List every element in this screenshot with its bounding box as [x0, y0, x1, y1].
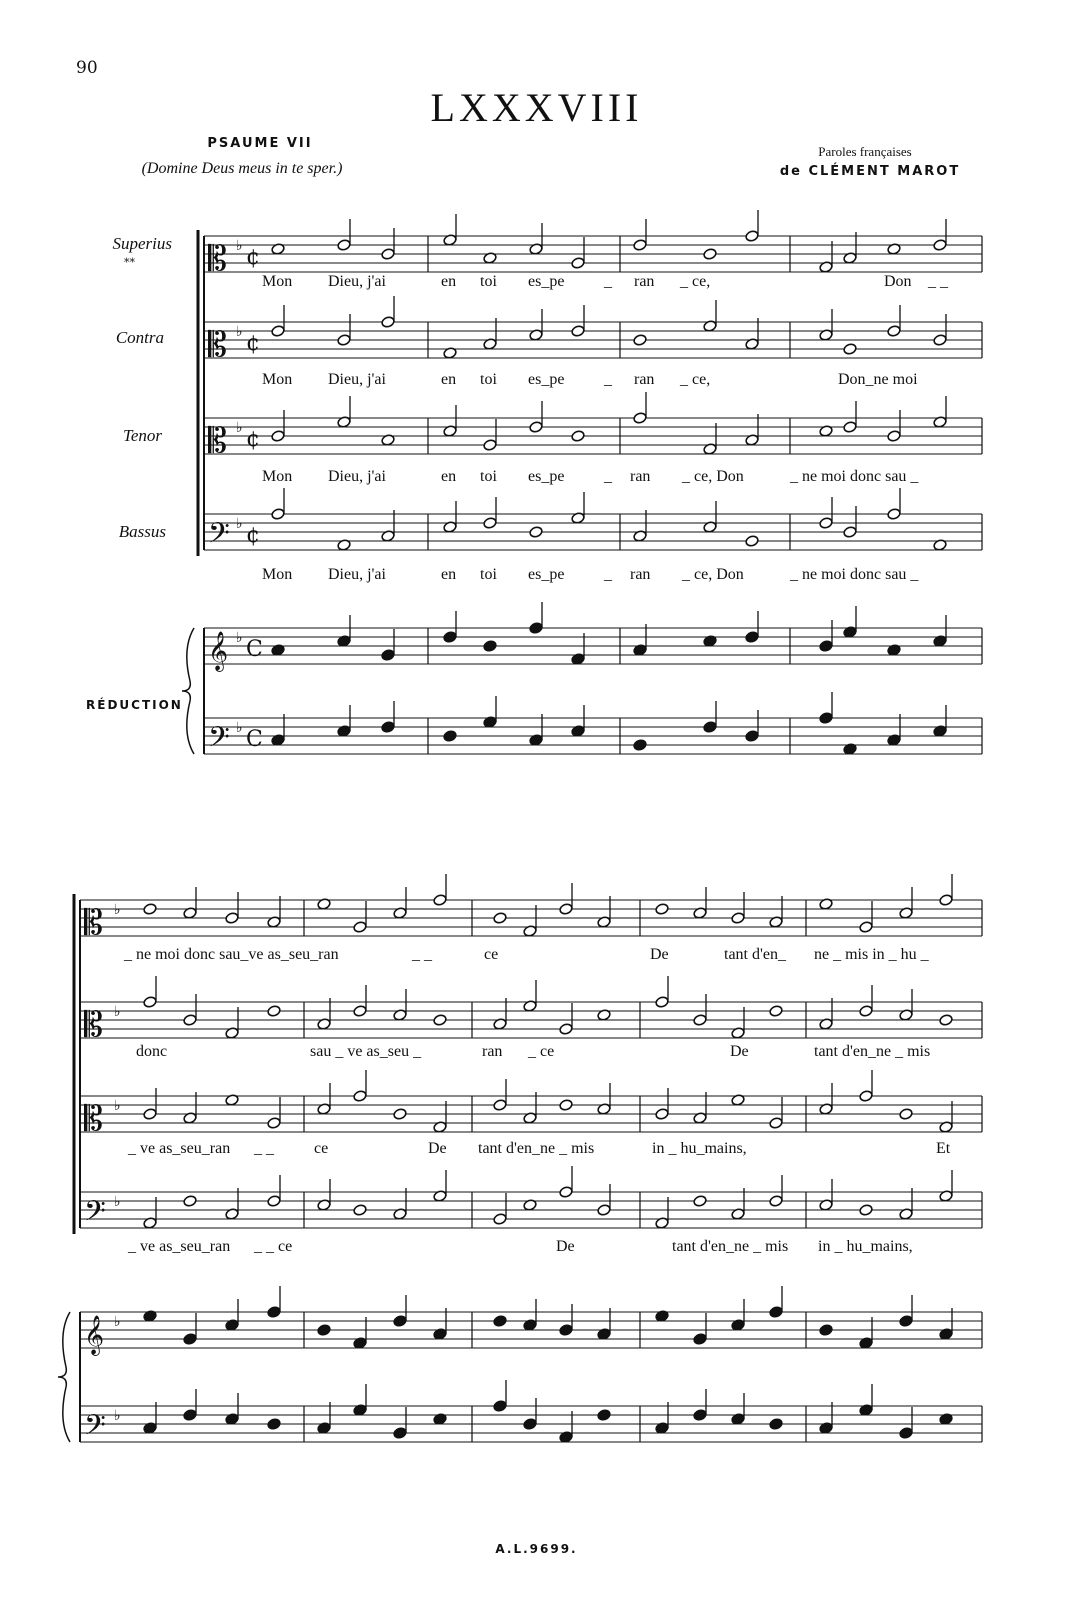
lyric-syllable: ran [630, 566, 651, 583]
note-head [633, 739, 647, 752]
note-head [183, 1333, 197, 1346]
brace [58, 1312, 70, 1442]
note-head [819, 517, 833, 530]
lyric-syllable: Dieu, j'ai [328, 371, 386, 388]
note-head [933, 334, 947, 347]
lyric-syllable: Et [936, 1140, 951, 1157]
note-head [267, 1117, 281, 1130]
note-head [769, 1005, 783, 1018]
lyric-syllable: ran [482, 1043, 503, 1060]
note-head [859, 921, 873, 934]
clef-glyph: 𝄢 [84, 1195, 106, 1235]
note-head [225, 912, 239, 925]
note-head [443, 730, 457, 743]
note-head [483, 640, 497, 653]
lyric-syllable: Don [884, 273, 912, 290]
time-signature: ¢ [246, 427, 260, 452]
lyric-syllable: Don_ne moi [838, 371, 918, 388]
clef-glyph: 𝄞 [84, 1315, 105, 1355]
lyric-syllable: es_pe [528, 371, 565, 388]
note-head [571, 325, 585, 338]
clef-glyph: 𝄡 [84, 1005, 103, 1045]
note-head [559, 1023, 573, 1036]
lyric-syllable: _ ce [528, 1043, 555, 1060]
note-head [819, 712, 833, 725]
lyric-syllable: in _ hu_mains, [652, 1140, 747, 1157]
lyric-syllable: De [650, 946, 669, 963]
note-head [843, 421, 857, 434]
note-head [731, 912, 745, 925]
lyric-syllable: De [428, 1140, 447, 1157]
note-head [655, 1108, 669, 1121]
lyric-syllable: _ [604, 273, 612, 290]
lyric-syllable: De [556, 1238, 575, 1255]
note-head [939, 894, 953, 907]
note-head [317, 1324, 331, 1337]
clefs [84, 238, 263, 1449]
voice-label-bassus: Bassus [118, 522, 166, 541]
note-head [703, 721, 717, 734]
note-head [353, 1204, 367, 1217]
key-signature: ♭ [114, 1314, 121, 1330]
lyric-syllable: ne _ mis in _ hu _ [814, 946, 929, 963]
lyric-syllable: tant d'en_ [724, 946, 786, 963]
lyric-syllable: Mon [262, 371, 293, 388]
key-signature: ♭ [236, 420, 243, 436]
voice-label-tenor: Tenor [122, 426, 162, 445]
reduction-label: RÉDUCTION [86, 698, 183, 712]
note-head [693, 1409, 707, 1422]
note-head [381, 721, 395, 734]
clef-glyph: 𝄢 [208, 721, 230, 761]
note-head [655, 903, 669, 916]
lyric-syllable: _ ce, Don [682, 566, 744, 583]
note-head [183, 1409, 197, 1422]
lyric-syllable: sau _ ve as_seu _ [310, 1043, 422, 1060]
note-head [393, 1315, 407, 1328]
note-head [143, 1108, 157, 1121]
note-head [859, 1005, 873, 1018]
note-head [271, 430, 285, 443]
lyric-syllable: en [441, 566, 457, 583]
clef-glyph: 𝄢 [84, 1409, 106, 1449]
lyric-syllable: es_pe [528, 566, 565, 583]
lyric-syllable: in _ hu_mains, [818, 1238, 913, 1255]
time-signature: ¢ [246, 331, 260, 356]
lyric-syllable: donc [136, 1043, 168, 1060]
note-head [887, 430, 901, 443]
note-head [597, 1409, 611, 1422]
page-number: 90 [76, 58, 98, 78]
note-head [899, 1427, 913, 1440]
psalm-heading: PSAUME VII [207, 136, 313, 151]
note-head [745, 535, 759, 548]
note-head [655, 996, 669, 1009]
note-head [433, 894, 447, 907]
lyric-syllable: Dieu, j'ai [328, 566, 386, 583]
note-head [899, 1315, 913, 1328]
lyric-syllable: Mon [262, 566, 293, 583]
key-signature: ♭ [114, 1408, 121, 1424]
lyric-syllable: es_pe [528, 468, 565, 485]
clef-glyph: 𝄢 [208, 517, 230, 557]
note-head [843, 343, 857, 356]
lyric-syllable: _ [604, 371, 612, 388]
lyric-syllable: en [441, 468, 457, 485]
lyric-syllable: _ _ [412, 946, 432, 963]
lyric-syllable: _ ce, Don [682, 468, 744, 485]
lyric-syllable: De [730, 1043, 749, 1060]
note-head [493, 1213, 507, 1226]
clef-glyph: 𝄡 [208, 239, 227, 279]
note-head [143, 996, 157, 1009]
lyric-syllable: Dieu, j'ai [328, 468, 386, 485]
staff-lines [80, 236, 982, 1442]
note-head [493, 1315, 507, 1328]
note-head [353, 921, 367, 934]
lyric-syllable: tant d'en_ne _ mis [672, 1238, 789, 1255]
lyric-syllable: _ ne moi donc sau _ [790, 468, 919, 485]
credit-author: de CLÉMENT MAROT [779, 164, 961, 179]
note-head [843, 526, 857, 539]
key-signature: ♭ [114, 1098, 121, 1114]
lyric-syllable: tant d'en_ne _ mis [478, 1140, 595, 1157]
clef-glyph: 𝄡 [84, 1099, 103, 1139]
note-head [443, 631, 457, 644]
note-head [183, 1014, 197, 1027]
note-head [571, 257, 585, 270]
lyric-syllable: ce [314, 1140, 329, 1157]
note-head [433, 1014, 447, 1027]
clef-glyph: 𝄡 [208, 421, 227, 461]
note-head [887, 325, 901, 338]
time-signature: C [246, 637, 263, 662]
note-head [597, 1204, 611, 1217]
lyric-syllable: _ _ ce [254, 1238, 293, 1255]
lyric-syllable: _ [604, 468, 612, 485]
note-head [529, 421, 543, 434]
note-head [271, 325, 285, 338]
note-head [887, 508, 901, 521]
brace [182, 628, 194, 754]
clef-glyph: 𝄡 [84, 903, 103, 943]
lyric-syllable: _ _ [254, 1140, 274, 1157]
voice-label-contra: Contra [115, 328, 164, 347]
note-head [939, 1014, 953, 1027]
note-head [559, 1324, 573, 1337]
time-signature: C [246, 727, 263, 752]
lyric-syllable: _ ve as_seu_ran [128, 1140, 231, 1157]
voice-footnote-mark: ** [124, 256, 135, 269]
note-head [393, 1427, 407, 1440]
plate-number: A.L.9699. [495, 1542, 578, 1556]
lyric-syllable: _ ve as_seu_ran [128, 1238, 231, 1255]
note-head [353, 1005, 367, 1018]
key-signature: ♭ [236, 516, 243, 532]
note-head [337, 239, 351, 252]
lyric-syllable: Mon [262, 468, 293, 485]
latin-incipit: (Domine Deus meus in te sper.) [141, 160, 343, 177]
note-head [859, 1090, 873, 1103]
note-head [393, 1108, 407, 1121]
lyric-syllable: toi [480, 566, 497, 583]
lyric-syllable: Mon [262, 273, 293, 290]
note-head [769, 1418, 783, 1431]
lyric-syllable: toi [480, 371, 497, 388]
lyric-syllable: ran [634, 371, 655, 388]
lyric-syllable: _ [604, 566, 612, 583]
note-head [493, 1400, 507, 1413]
note-head [769, 1195, 783, 1208]
note-head [693, 1333, 707, 1346]
note-head [633, 334, 647, 347]
credit-line: Paroles françaises [818, 144, 912, 159]
note-head [559, 1099, 573, 1112]
note-head [381, 649, 395, 662]
note-head [745, 230, 759, 243]
lyric-syllable: _ ne moi donc sau _ [790, 566, 919, 583]
lyric-syllable: _ ce, [680, 371, 711, 388]
key-signature: ♭ [236, 238, 243, 254]
clef-glyph: 𝄡 [208, 325, 227, 365]
lyric-syllable: toi [480, 273, 497, 290]
lyric-syllable: ce [484, 946, 499, 963]
note-head [633, 239, 647, 252]
note-head [703, 248, 717, 261]
key-signature: ♭ [236, 720, 243, 736]
note-head [483, 439, 497, 452]
note-head [859, 1204, 873, 1217]
key-signature: ♭ [236, 324, 243, 340]
note-head [523, 1418, 537, 1431]
barlines [58, 230, 982, 1442]
note-head [183, 1195, 197, 1208]
lyric-syllable: ran [630, 468, 651, 485]
piece-title: LXXXVIII [430, 85, 643, 130]
voice-label-superius: Superius [112, 234, 172, 253]
time-signature: ¢ [246, 245, 260, 270]
note-head [559, 903, 573, 916]
key-signature: ♭ [114, 1194, 121, 1210]
note-head [899, 1108, 913, 1121]
key-signature: ♭ [236, 630, 243, 646]
note-head [267, 1005, 281, 1018]
note-head [529, 526, 543, 539]
lyric-syllable: toi [480, 468, 497, 485]
lyric-syllable: Dieu, j'ai [328, 273, 386, 290]
note-head [267, 1418, 281, 1431]
note-head [633, 412, 647, 425]
lyric-syllable: es_pe [528, 273, 565, 290]
note-head [353, 1090, 367, 1103]
note-head [337, 334, 351, 347]
note-head [381, 316, 395, 329]
lyric-syllable: en [441, 273, 457, 290]
time-signature: ¢ [246, 523, 260, 548]
notes [143, 210, 953, 1443]
key-signature: ♭ [114, 1004, 121, 1020]
note-head [745, 730, 759, 743]
note-head [493, 1099, 507, 1112]
note-head [559, 1186, 573, 1199]
note-head [571, 430, 585, 443]
note-head [693, 1195, 707, 1208]
note-head [267, 1306, 281, 1319]
note-head [693, 1014, 707, 1027]
lyric-syllable: tant d'en_ne _ mis [814, 1043, 931, 1060]
note-head [933, 239, 947, 252]
note-head [143, 903, 157, 916]
note-head [271, 508, 285, 521]
note-head [529, 622, 543, 635]
lyric-syllable: _ _ [928, 273, 948, 290]
clef-glyph: 𝄞 [208, 631, 229, 671]
note-head [493, 912, 507, 925]
note-head [819, 640, 833, 653]
note-head [381, 248, 395, 261]
note-head [483, 517, 497, 530]
note-head [819, 1324, 833, 1337]
lyric-syllable: _ ne moi donc sau_ve as_seu_ran [124, 946, 339, 963]
note-head [769, 1306, 783, 1319]
lyric-syllable: ran [634, 273, 655, 290]
note-head [267, 1195, 281, 1208]
lyric-syllable: _ ce, [680, 273, 711, 290]
key-signature: ♭ [114, 902, 121, 918]
lyric-syllable: en [441, 371, 457, 388]
note-head [769, 1117, 783, 1130]
note-head [745, 631, 759, 644]
